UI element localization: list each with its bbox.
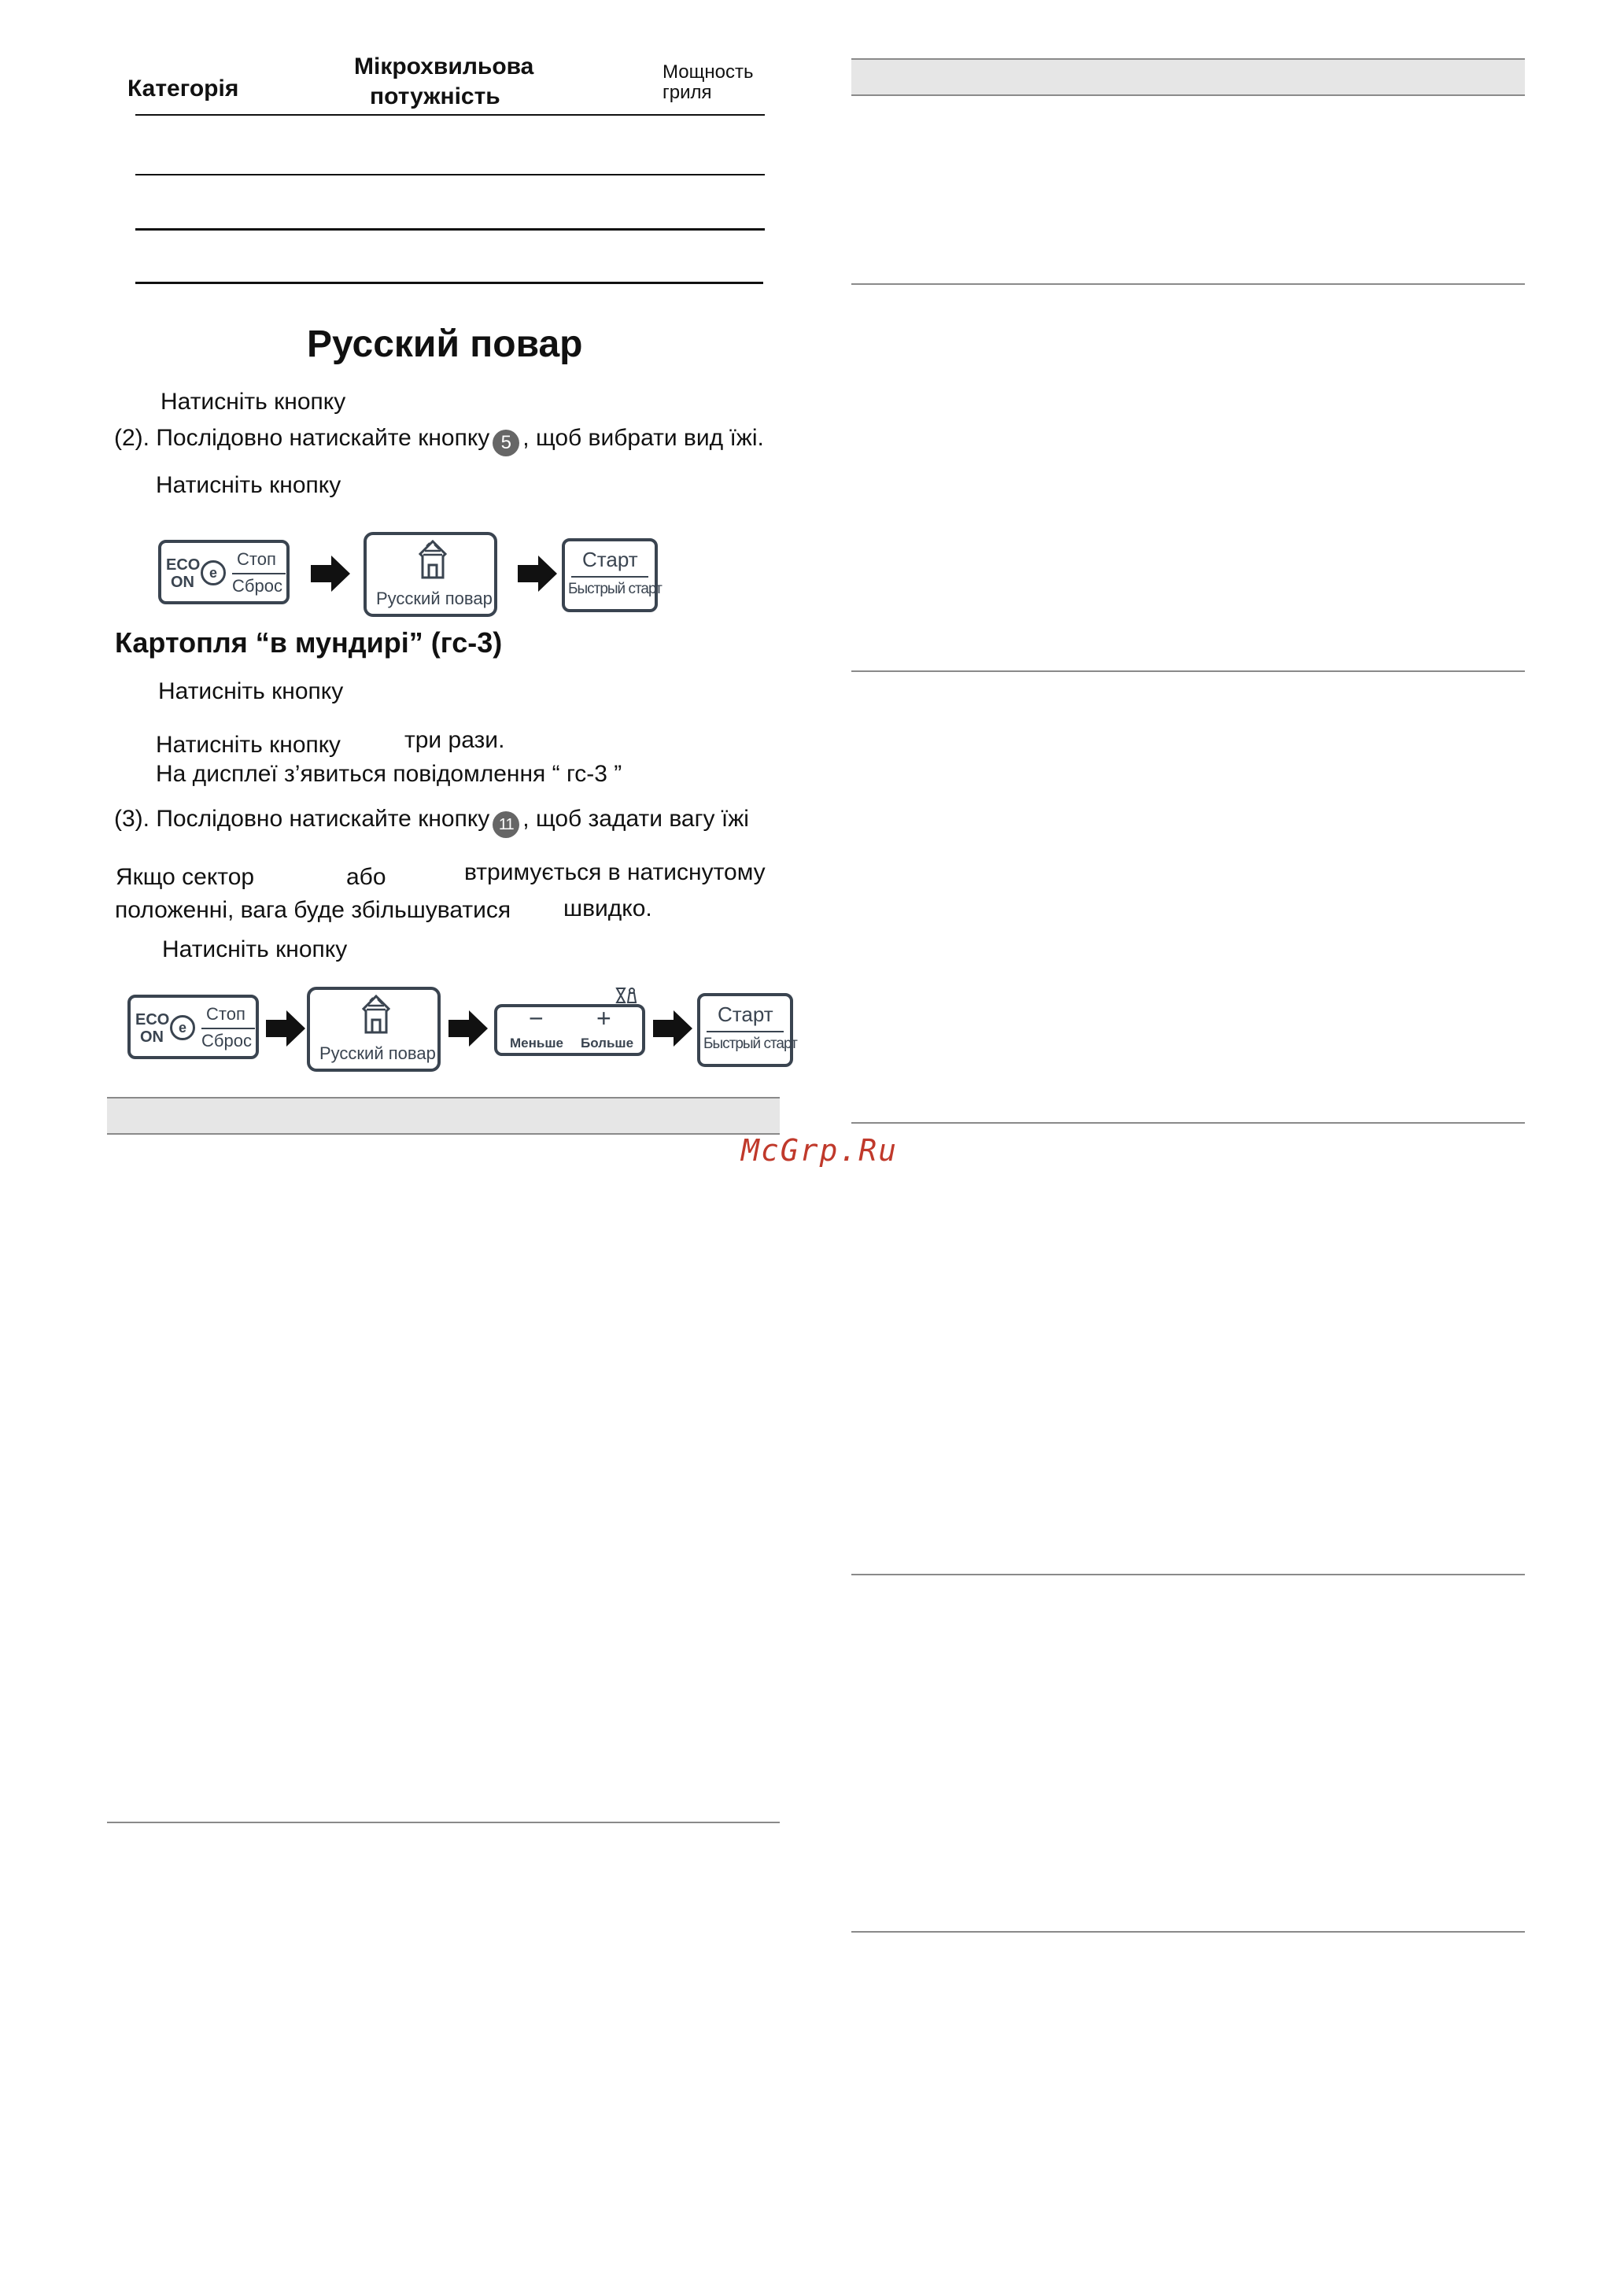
start-quick-start-button[interactable]: [697, 993, 797, 1067]
russian-cook-label: Русский повар: [319, 1043, 436, 1063]
recipe-step2-part2: три рази.: [404, 727, 505, 753]
arrow-right-icon: [311, 556, 350, 592]
start-label: Старт: [718, 1002, 773, 1026]
less-more-button[interactable]: [494, 1004, 645, 1056]
reset-label: Сброс: [232, 576, 282, 596]
recipe-note-line2-part1: положенні, вага буде збільшуватися: [115, 897, 511, 923]
table-rule-row1: [135, 174, 765, 175]
recipe-step3: [114, 806, 749, 838]
quick-start-label: Быстрый старт: [568, 581, 662, 597]
eco-label: ECO: [135, 1011, 170, 1028]
recipe-step2-line2: На дисплеї з’явиться повідомлення “ гс-3 ”: [156, 761, 622, 787]
stop-reset-divider: [201, 1028, 255, 1029]
russian-cook-hut-icon: [417, 540, 448, 581]
instruction-step2: [114, 425, 764, 456]
start-quick-start-button[interactable]: [562, 538, 662, 612]
recipe-step1: Натисніть кнопку: [158, 678, 344, 704]
table-header-microwave-line2: потужність: [370, 83, 500, 109]
timer-weight-icon: [615, 987, 639, 1004]
arrow-right-icon: [653, 1010, 692, 1047]
recipe-note-line2-part2: швидко.: [563, 895, 652, 921]
recipe-step3-prefix: (3). Послідовно натискайте кнопку: [114, 806, 490, 832]
eco-stop-reset-button[interactable]: [127, 995, 259, 1059]
section-rule-right-4: [851, 1574, 1525, 1575]
start-divider: [571, 576, 648, 578]
eco-label: ECO: [166, 556, 201, 574]
minus-icon: −: [529, 1004, 544, 1032]
instruction-step1: Натисніть кнопку: [161, 389, 346, 415]
recipe-title: Картопля “в мундирі” (гс-3): [115, 626, 503, 659]
section-rule-right-3: [851, 1122, 1525, 1124]
eco-leaf-icon: e: [201, 560, 226, 585]
recipe-note-part3: втримується в натиснутому: [464, 859, 766, 885]
stop-label: Стоп: [237, 549, 276, 569]
section-title: Русский повар: [307, 323, 583, 365]
quick-start-label: Быстрый старт: [703, 1036, 797, 1052]
reset-label: Сброс: [201, 1031, 252, 1050]
stop-label: Стоп: [206, 1004, 245, 1024]
section-rule-left: [107, 1822, 780, 1823]
stop-reset-divider: [232, 573, 286, 574]
instruction-step2-prefix: (2). Послідовно натискайте кнопку: [114, 425, 490, 451]
table-rule-header: [135, 114, 765, 116]
section-rule-right-2: [851, 670, 1525, 672]
table-rule-row2: [135, 228, 765, 231]
table-header-microwave-line1: Мікрохвильова: [354, 54, 534, 79]
section-divider-band-right: [851, 58, 1525, 96]
recipe-step2-part1: Натисніть кнопкy: [156, 732, 341, 758]
russian-cook-hut-icon: [360, 995, 392, 1036]
table-header-grill-line2: гриля: [663, 82, 712, 103]
watermark: McGrp.Ru: [741, 1133, 899, 1168]
start-divider: [707, 1031, 784, 1032]
table-header-grill-line1: Мощность: [663, 61, 754, 83]
recipe-step4: Натисніть кнопку: [162, 936, 348, 962]
arrow-right-icon: [518, 556, 557, 592]
recipe-note-part2: або: [346, 864, 386, 890]
table-rule-row3: [135, 282, 763, 284]
instruction-step2-suffix: , щоб вибрати вид їжі.: [522, 425, 764, 451]
recipe-step3-suffix: , щоб задати вагу їжі: [522, 806, 749, 832]
instruction-step3: Натисніть кнопку: [156, 472, 341, 498]
on-label: ON: [171, 574, 194, 591]
start-label: Старт: [582, 548, 638, 571]
section-rule-right-1: [851, 283, 1525, 285]
less-label: Меньше: [510, 1036, 563, 1050]
eco-leaf-icon: e: [170, 1015, 195, 1040]
russian-cook-button[interactable]: [364, 532, 497, 617]
button-number-11-icon: 11: [493, 811, 519, 838]
more-label: Больше: [581, 1036, 634, 1050]
table-header-category: Категорія: [127, 76, 239, 102]
recipe-note-part1: Якщо сектор: [116, 864, 255, 890]
russian-cook-button[interactable]: [307, 987, 441, 1072]
button-number-5-icon: 5: [493, 430, 519, 456]
russian-cook-label: Русский повар: [376, 589, 493, 608]
on-label: ON: [140, 1028, 164, 1046]
arrow-right-icon: [448, 1010, 488, 1047]
section-rule-right-5: [851, 1931, 1525, 1933]
arrow-right-icon: [266, 1010, 305, 1047]
plus-icon: +: [596, 1004, 611, 1032]
section-divider-band-left: [107, 1097, 780, 1135]
eco-stop-reset-button[interactable]: [158, 540, 290, 604]
